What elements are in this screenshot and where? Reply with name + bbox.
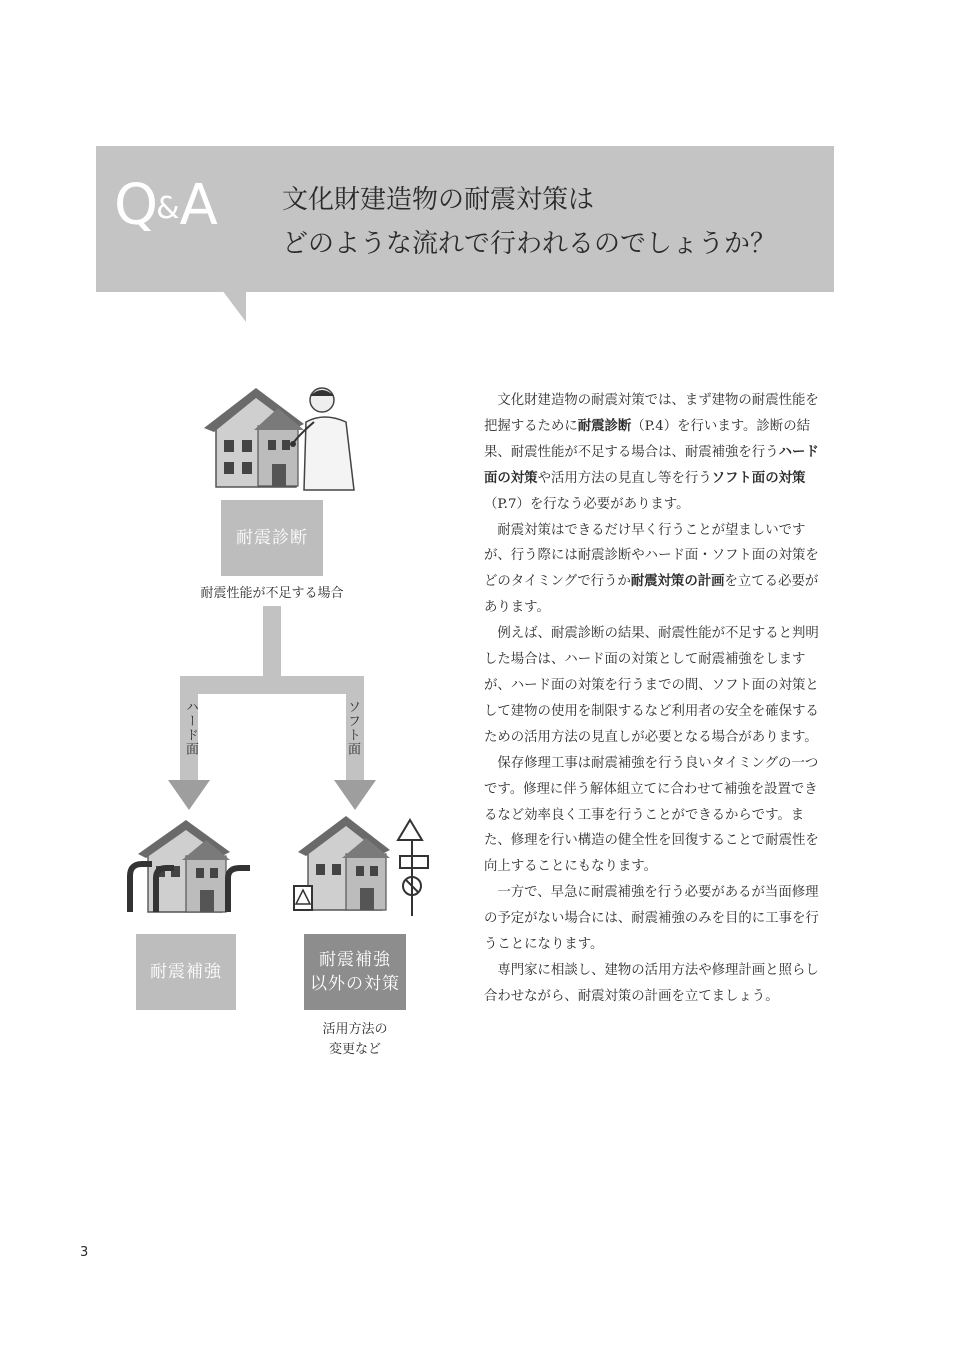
paragraph-2 [484, 518, 824, 622]
diagnosis-label: 耐震診断 [236, 528, 308, 548]
other-measures-caption [300, 1020, 410, 1060]
p2-text-a: 耐震対策はできるだけ早く行うことが望ましいですが、行う際には耐震診断やハード面・ソフト面の対策をどのタイミングで行うか [484, 522, 819, 590]
p1-bold-soft-measures: ソフト面の対策 [711, 470, 806, 486]
qa-logo-q: Q [114, 173, 157, 238]
other-measures-line1: 耐震補強 [319, 950, 391, 970]
p1-bold-hard-measures: ハード面の対策 [484, 444, 819, 486]
qa-logo [114, 173, 216, 238]
p1-text-a: 文化財建造物の耐震対策では、まず建物の耐震性能を把握するために [484, 393, 819, 434]
p1-text-e: （P.7）を行なう必要があります。 [484, 496, 690, 512]
p1-text-c: （P.4）を行います。診断の結果、耐震性能が不足する場合は、耐震補強を行う [484, 418, 810, 460]
other-caption-line1: 活用方法の [322, 1022, 388, 1037]
diagnosis-box [221, 500, 323, 576]
paragraph-3: 例えば、耐震診断の結果、耐震性能が不足すると判明した場合は、ハード面の対策として耐震補強をしますが、ハード面の対策を行うまでの間、ソフト面の対策として建物の使用を制限するなど利用者の安全を確保するための活用方法の見直しが必要となる場合があります。 [484, 626, 819, 745]
page-number: 3 [80, 1245, 89, 1260]
house-diagnosis-illustration [196, 382, 362, 494]
house-signage-illustration [290, 810, 430, 918]
paragraph-5: 一方で、早急に耐震補強を行う必要があるが当面修理の予定がない場合には、耐震補強のみを目的に工事を行うことになります。 [484, 885, 819, 953]
reinforcement-box [136, 934, 236, 1010]
banner-speech-tail [222, 290, 246, 322]
branch-label-soft: ソフト面 [345, 700, 360, 756]
paragraph-4: 保存修理工事は耐震補強を行う良いタイミングの一つです。修理に伴う解体組立てに合わせて補強を設置できるなど効率良く工事を行うことができるからです。また、修理を行い構造の健全性を回復することで耐震性を向上することにもなります。 [484, 755, 819, 875]
branch-label-hard: ハード面 [183, 700, 198, 756]
other-caption-line2: 変更など [328, 1042, 381, 1057]
paragraph-1 [484, 388, 824, 518]
p1-text-d: や活用方法の見直し等を行う [537, 470, 712, 486]
question-title-line2: どのような流れで行われるのでしょうか？ [282, 229, 777, 259]
reinforcement-label: 耐震補強 [150, 962, 222, 982]
p2-bold-plan: 耐震対策の計画 [630, 574, 725, 590]
qa-logo-a: A [179, 173, 216, 238]
answer-body [484, 388, 824, 1010]
p1-bold-diagnosis: 耐震診断 [577, 418, 632, 434]
question-title-line1: 文化財建造物の耐震対策は [282, 185, 595, 215]
other-measures-box [304, 934, 406, 1010]
condition-caption: 耐震性能が不足する場合 [200, 586, 344, 601]
house-reinforcement-illustration [126, 816, 266, 916]
paragraph-6: 専門家に相談し、建物の活用方法や修理計画と照らし合わせながら、耐震対策の計画を立てましょう。 [484, 962, 819, 1004]
qa-logo-amp: & [156, 191, 180, 226]
question-title [282, 178, 822, 266]
other-measures-line2: 以外の対策 [310, 974, 400, 994]
p2-text-c: を立てる必要があります。 [484, 574, 819, 616]
